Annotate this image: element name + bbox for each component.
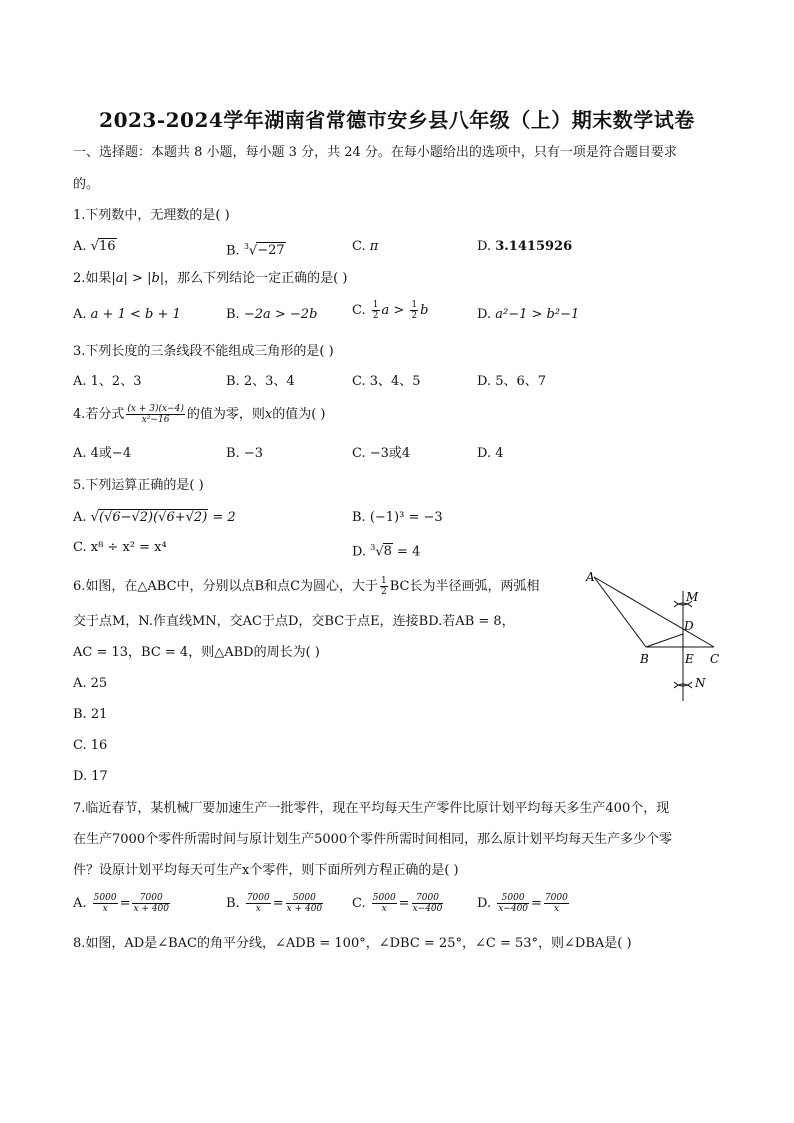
q4-option-c: C. −3或4 <box>352 446 411 461</box>
q6-line2: 交于点M，N.作直线MN，交AC于点D，交BC于点E，连接BD.若AB = 8， <box>73 614 515 629</box>
page-title: 2023-2024学年湖南省常德市安乡县八年级（上）期末数学试卷 <box>99 108 695 132</box>
q3-stem: 3.下列长度的三条线段不能组成三角形的是( ) <box>73 344 334 359</box>
label-c: C <box>710 652 720 666</box>
label-b: B <box>640 652 649 666</box>
label-n: N <box>695 676 706 690</box>
label-e: E <box>685 652 694 666</box>
q1-option-d: D. 3.1415926 <box>477 239 573 254</box>
q3-option-c: C. 3、4、5 <box>352 374 421 389</box>
q7-option-a: A. $\frac{5000}{x}$ = $\frac{7000}{x + 400}$ <box>73 893 170 914</box>
q6-line3: AC = 13，BC = 4，则△ABD的周长为( ) <box>73 645 320 660</box>
q6-option-d: D. 17 <box>73 769 108 784</box>
q6-line1: 6.如图，在△ABC中，分别以点B和点C为圆心，大于 $\frac{1}{2}$ BC长为半径画弧，两弧相 <box>73 576 540 597</box>
section-heading-line1: 一、选择题：本题共 8 小题，每小题 3 分，共 24 分。在每小题给出的选项中，只有一项是符合题目要求 <box>73 145 677 160</box>
q5-stem: 5.下列运算正确的是( ) <box>73 478 204 493</box>
q6-option-b: B. 21 <box>73 707 108 722</box>
q2-option-d: D. a²−1 > b²−1 <box>477 307 580 322</box>
segment-ac <box>594 577 714 647</box>
label-d: D <box>684 619 694 633</box>
q4-option-d: D. 4 <box>477 446 504 461</box>
q7-line1: 7.临近春节，某机械厂要加速生产一批零件，现在平均每天生产零件比原计划平均每天多生产400个，现 <box>73 801 670 816</box>
q2-option-b: B. −2a > −2b <box>226 307 318 322</box>
q1-stem: 1.下列数中，无理数的是( ) <box>73 208 230 223</box>
q6-option-a: A. 25 <box>73 676 108 691</box>
label-a: A <box>586 570 595 584</box>
q5-option-c: C. x⁸ ÷ x² = x⁴ <box>73 540 167 555</box>
q1-option-b: B. $^3$√−27 <box>226 242 285 259</box>
section-heading-line2: 的。 <box>73 177 100 192</box>
q3-option-d: D. 5、6、7 <box>477 374 547 389</box>
q5-option-a: A. √(√6−√2)(√6+√2) = 2 <box>73 510 236 525</box>
q4-option-b: B. −3 <box>226 446 263 461</box>
q7-line3: 件？设原计划平均每天可生产x个零件，则下面所列方程正确的是( ) <box>73 863 459 878</box>
q3-option-b: B. 2、3、4 <box>226 374 295 389</box>
q2-option-a: A. a + 1 < b + 1 <box>73 307 181 322</box>
segment-bd <box>646 634 683 647</box>
q5-option-d: D. $^3$√8 = 4 <box>352 543 421 560</box>
q6-triangle-figure <box>580 565 730 705</box>
q7-option-d: D. $\frac{5000}{x-400}$ = $\frac{7000}{x}$ <box>477 893 568 914</box>
q3-option-a: A. 1、2、3 <box>73 374 142 389</box>
label-m: M <box>686 590 699 604</box>
q6-option-c: C. 16 <box>73 738 108 753</box>
q2-option-c: C. $\frac{1}{2}$ a > $\frac{1}{2}$ b <box>352 300 429 321</box>
q2-stem: 2.如果|a| > |b|，那么下列结论一定正确的是( ) <box>73 271 348 286</box>
sqrt-symbol: √ <box>90 239 99 254</box>
segment-ab <box>594 577 646 647</box>
q4-fraction: $\frac{(x + 3)(x-4)}{\text{x²−16}}$ <box>127 404 184 425</box>
q7-option-c: C. $\frac{5000}{x}$ = $\frac{7000}{x-400}$ <box>352 893 443 914</box>
q8-stem: 8.如图，AD是∠BAC的角平分线，∠ADB = 100°，∠DBC = 25°，∠C = 53°，则∠DBA是( ) <box>73 936 632 951</box>
q1-option-a: A. √16 <box>73 239 116 254</box>
q7-line2: 在生产7000个零件所需时间与原计划生产5000个零件所需时间相同，那么原计划平均每天生产多少个零 <box>73 832 673 847</box>
q4-stem: 4.若分式 $\frac{(x + 3)(x-4)}{\text{x²−16}}$ 的值为零，则x的值为( ) <box>73 404 326 425</box>
q7-option-b: B. $\frac{7000}{x}$ = $\frac{5000}{x + 400}$ <box>226 893 323 914</box>
q5-option-b: B. (−1)³ = −3 <box>352 510 443 525</box>
q1-option-c: C. π <box>352 239 379 254</box>
q4-option-a: A. 4或−4 <box>73 446 132 461</box>
